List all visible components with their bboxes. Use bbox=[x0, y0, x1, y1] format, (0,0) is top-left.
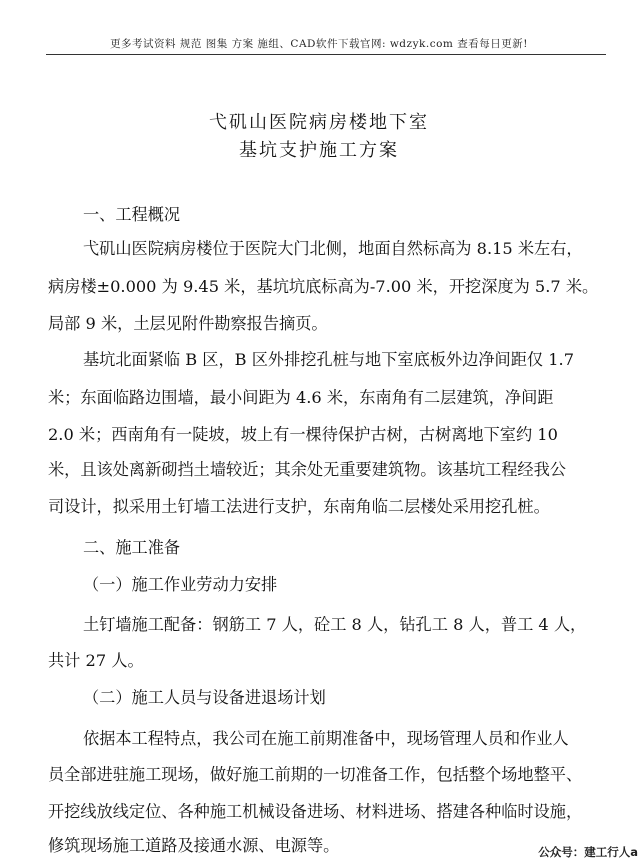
paragraph-line: 土钉墙施工配备：钢筋工 7 人，砼工 8 人，钻孔工 8 人，普工 4 人， bbox=[83, 615, 587, 634]
section-heading-preparation: 二、施工准备 bbox=[83, 538, 181, 557]
paragraph-line: 米；东面临路边围墙，最小间距为 4.6 米，东南角有二层建筑，净间距 bbox=[48, 388, 554, 407]
section-heading-overview: 一、工程概况 bbox=[83, 205, 181, 224]
paragraph-line: 司设计，拟采用土钉墙工法进行支护，东南角临二层楼处采用挖孔桩。 bbox=[48, 497, 550, 516]
document-title-line1: 弋矶山医院病房楼地下室 bbox=[209, 112, 429, 133]
subsection-heading-labor: （一）施工作业劳动力安排 bbox=[83, 575, 278, 594]
paragraph-line: 依据本工程特点，我公司在施工前期准备中，现场管理人员和作业人 bbox=[83, 729, 569, 748]
paragraph-line: 米，且该处离新砌挡土墙较近；其余处无重要建筑物。该基坑工程经我公 bbox=[48, 460, 566, 479]
paragraph-line: 局部 9 米，土层见附件勘察报告摘页。 bbox=[48, 314, 328, 333]
header-divider bbox=[46, 54, 606, 55]
paragraph-line: 修筑现场施工道路及接通水源、电源等。 bbox=[48, 836, 340, 855]
paragraph-line: 员全部进驻施工现场，做好施工前期的一切准备工作，包括整个场地整平、 bbox=[48, 765, 583, 784]
paragraph-line: 弋矶山医院病房楼位于医院大门北侧，地面自然标高为 8.15 米左右， bbox=[83, 239, 583, 258]
site-header-note: 更多考试资料 规范 图集 方案 施组、CAD软件下载官网: wdzyk.com 查看每日更新! bbox=[110, 38, 528, 50]
paragraph-line: 开挖线放线定位、各种施工机械设备进场、材料进场、搭建各种临时设施， bbox=[48, 802, 583, 821]
paragraph-line: 2.0 米；西南角有一陡坡，坡上有一棵待保护古树，古树离地下室约 10 bbox=[48, 425, 558, 444]
paragraph-line: 病房楼±0.000 为 9.45 米，基坑坑底标高为-7.00 米，开挖深度为 5.7 米。 bbox=[48, 277, 599, 296]
paragraph-line: 共计 27 人。 bbox=[48, 651, 144, 670]
paragraph-line: 基坑北面紧临 B 区，B 区外排挖孔桩与地下室底板外边净间距仅 1.7 bbox=[83, 350, 574, 369]
watermark-account: 公众号：建工行人a bbox=[538, 845, 638, 859]
document-title-line2: 基坑支护施工方案 bbox=[239, 140, 399, 161]
subsection-heading-schedule: （二）施工人员与设备进退场计划 bbox=[83, 688, 326, 707]
